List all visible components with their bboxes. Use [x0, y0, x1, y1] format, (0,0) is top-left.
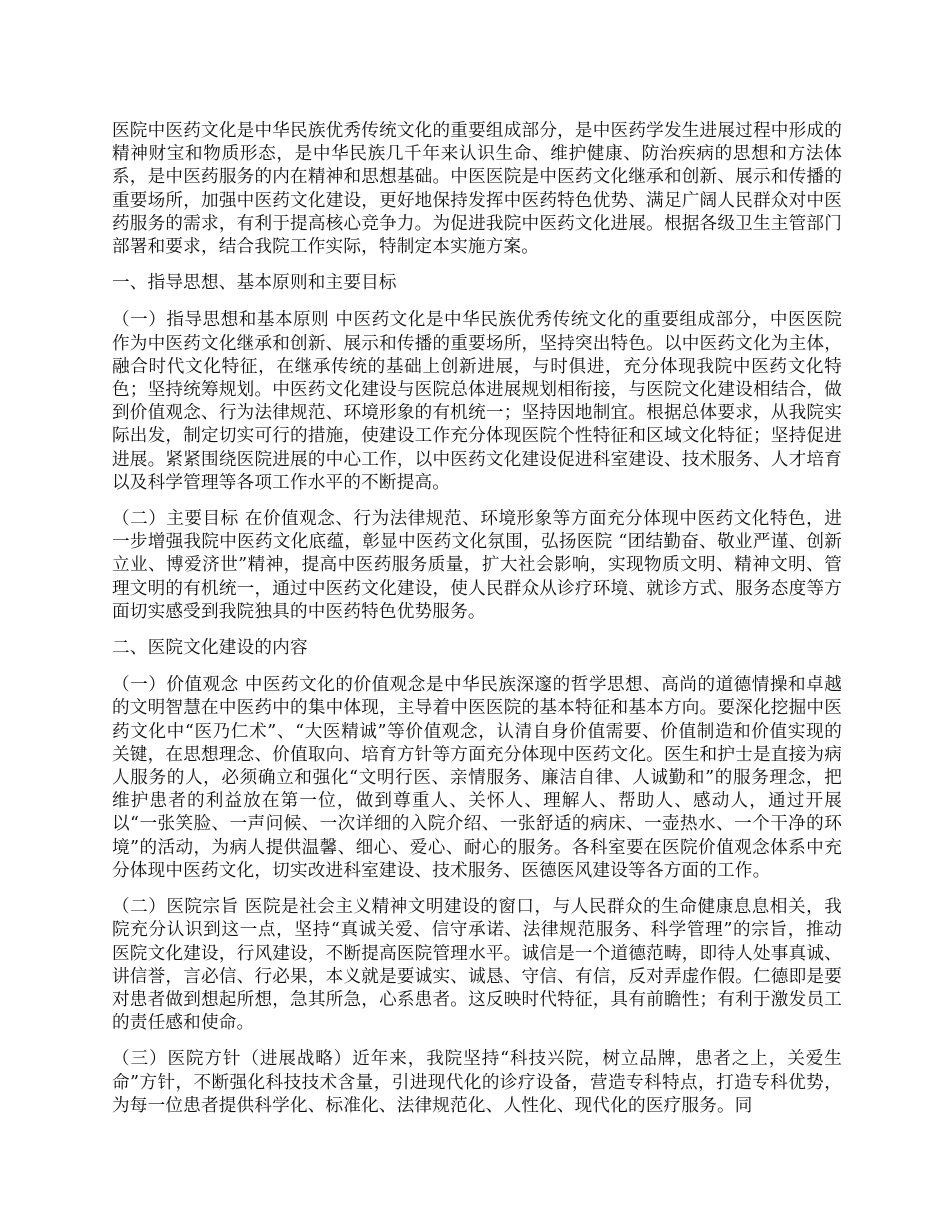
section-1-heading: 一、指导思想、基本原则和主要目标: [112, 273, 397, 294]
section-1-paragraph-1: （一）指导思想和基本原则 中医药文化是中华民族优秀传统文化的重要组成部分，中医医院作为中医药文化继承和创新、展示和传播的重要场所，坚持突出特色。以中医药文化为主体，融合时代文化特征，在继承传统的基础上创新进展，与时俱进，充分体现我院中医药文化特色；坚持统筹规划。中医药文化建设与医院总体进展规划相衔接，与医院文化建设相结合，做到价值观念、行为法律规范、环境形象的有机统一；坚持因地制宜。根据总体要求，从我院实际出发，制定切实可行的措施，使建设工作充分体现医院个性特征和区域文化特征；坚持促进进展。紧紧围绕医院进展的中心工作，以中医药文化建设促进科室建设、技术服务、人才培育以及科学管理等各项工作水平的不断提高。: [112, 310, 842, 493]
section-1-paragraph-2: （二）主要目标 在价值观念、行为法律规范、环境形象等方面充分体现中医药文化特色，进一步增强我院中医药文化底蕴，彰显中医药文化氛围，弘扬医院 “团结勤奋、敬业严谨、创新立业、博爱济世”精神，提高中医药服务质量，扩大社会影响，实现物质文明、精神文明、管理文明的有机统一，通过中医药文化建设，使人民群众从诊疗环境、就诊方式、服务态度等方面切实感受到我院独具的中医药特色优势服务。: [112, 509, 842, 622]
document-page: [112, 120, 842, 1131]
section-2-paragraph-3: （三）医院方针（进展战略）近年来，我院坚持“科技兴院，树立品牌，患者之上，关爱生命”方针，不断强化科技技术含量，引进现代化的诊疗设备，营造专科特点，打造专科优势，为每一位患者提供科学化、标准化、法律规范化、人性化、现代化的医疗服务。同: [112, 1049, 842, 1116]
section-2-paragraph-1: （一）价值观念 中医药文化的价值观念是中华民族深邃的哲学思想、高尚的道德情操和卓越的文明智慧在中医药中的集中体现，主导着中医医院的基本特征和基本方向。要深化挖掘中医药文化中“医乃仁术”、“大医精诚”等价值观念，认清自身价值需要、价值制造和价值实现的关键，在思想理念、价值取向、培育方针等方面充分体现中医药文化。医生和护士是直接为病人服务的人，必须确立和强化“文明行医、亲情服务、廉洁自律、人诚勤和”的服务理念，把维护患者的利益放在第一位，做到尊重人、关怀人、理解人、帮助人、感动人，通过开展以“一张笑脸、一声问候、一次详细的入院介绍、一张舒适的病床、一壶热水、一个干净的环境”的活动，为病人提供温馨、细心、爱心、耐心的服务。各科室要在医院价值观念体系中充分体现中医药文化，切实改进科室建设、技术服务、医德医风建设等各方面的工作。: [112, 675, 842, 881]
intro-paragraph: 医院中医药文化是中华民族优秀传统文化的重要组成部分，是中医药学发生进展过程中形成的精神财宝和物质形态，是中华民族几千年来认识生命、维护健康、防治疾病的思想和方法体系，是中医药服务的内在精神和思想基础。中医医院是中医药文化继承和创新、展示和传播的重要场所，加强中医药文化建设，更好地保持发挥中医药特色优势、满足广阔人民群众对中医药服务的需求，有利于提高核心竞争力。为促进我院中医药文化进展。根据各级卫生主管部门部署和要求，结合我院工作实际，特制定本实施方案。: [112, 121, 842, 258]
section-2-paragraph-2: （二）医院宗旨 医院是社会主义精神文明建设的窗口，与人民群众的生命健康息息相关，我院充分认识到这一点，坚持“真诚关爱、信守承诺、法律规范服务、科学管理”的宗旨，推动医院文化建设，行风建设，不断提高医院管理水平。诚信是一个道德范畴，即待人处事真诚、讲信誉，言必信、行必果，本义就是要诚实、诚恳、守信、有信，反对弄虚作假。仁德即是要对患者做到想起所想，急其所急，心系患者。这反映时代特征，具有前瞻性；有利于激发员工的责任感和使命。: [112, 897, 842, 1034]
section-2-heading: 二、医院文化建设的内容: [112, 638, 308, 659]
